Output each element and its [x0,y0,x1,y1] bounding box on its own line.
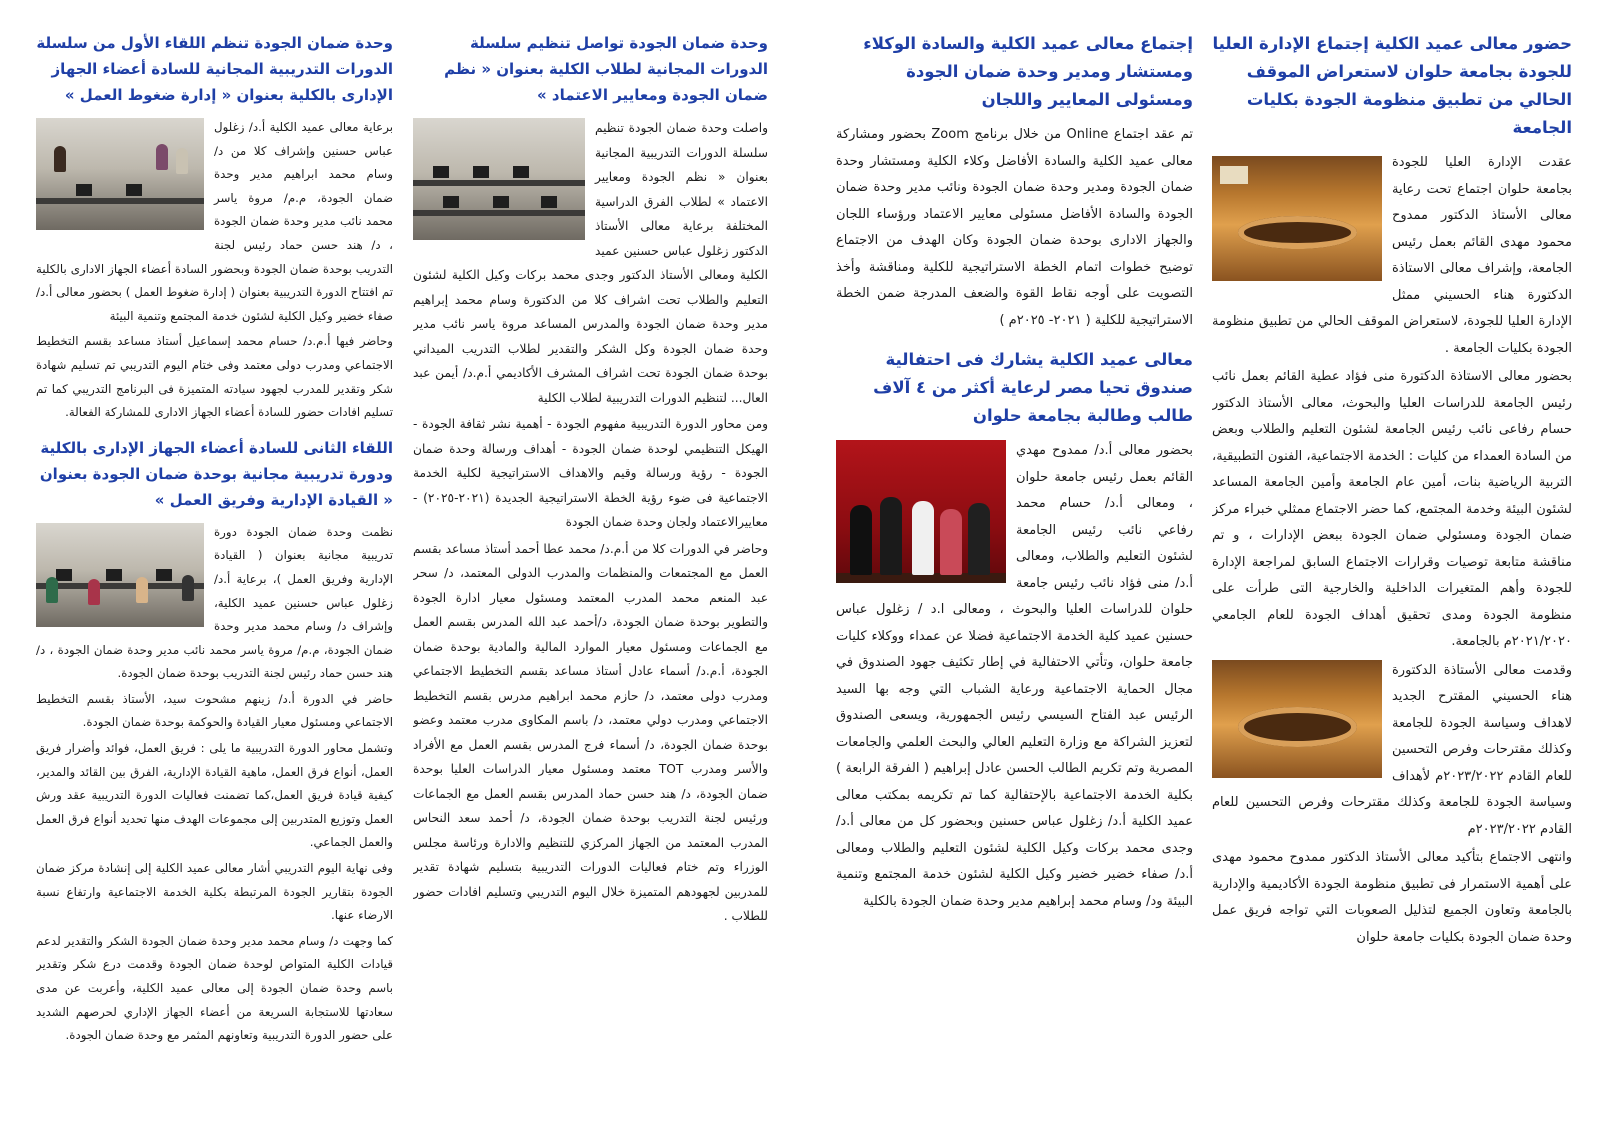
article-paragraph: تم عقد اجتماع Online من خلال برنامج Zoom بحضور ومشاركة معالى عميد الكلية والسادة الأفاضل وكلاء الكلية ومستشار وحدة ضمان الجودة ومدير وحدة ضمان الجودة ونائب مدير وحدة ضمان الجودة والسادة الأفاضل مسئولى معايير الاعتماد ورؤساء اللجان والجهاز الادارى بوحدة ضمان الجودة وكان الهدف من الاجتماع توضيح خطوات اتمام الخطة الاستراتيجية للكلية ومناقشة وأخذ التصويت على أوجه نقاط القوة والضعف المدرجة ضمن الخطة الاستراتيجية للكلية ( ٢٠٢١- ٢٠٢٥م ) [836,127,1193,328]
article-paragraph: برعاية معالى عميد الكلية أ.د/ زغلول عباس حسنين وإشراف كلا من د/ وسام محمد ابراهيم مدير وحدة ضمان الجودة، م.م/ مروة ياسر محمد نائب مدير وحدة ضمان الجودة ، د/ هند حسن حماد رئيس لجنة التدريب بوحدة ضمان الجودة وبحضور السادة أعضاء الجهاز الادارى بالكلية تم افتتاح الدورة التدريبية بعنوان ( إدارة ضغوط العمل ) بحضور معالى أ.د/ صفاء خضير وكيل الكلية لشئون خدمة المجتمع وتنمية البيئة [36,120,393,323]
article-title-second-meeting: اللقاء الثانى للسادة أعضاء الجهاز الإدارى بالكلية ودورة تدريبية مجانية بوحدة ضمان الجودة بعنوان « القيادة الإدارية وفريق العمل » [39,438,393,509]
article-paragraph: عقدت الإدارة العليا للجودة بجامعة حلوان اجتماع تحت رعاية معالى الأستاذ الدكتور ممدوح محمود مهدى القائم بعمل رئيس الجامعة، وإشراف معالى الاستاذة الدكتورة هناء الحسيني ممثل الإدارة العليا للجودة، لاستعراض الموقف الحالي من تطبيق منظومة الجودة بكليات الجامعة . [1212,155,1572,356]
article-title: حضور معالى عميد الكلية إجتماع الإدارة العليا للجودة بجامعة حلوان لاستعراض الموقف الحالي من تطبيق منظومة الجودة بكليات الجامعة [1212,34,1572,137]
article-admin-staff-courses [36,30,393,1113]
article-student-courses [413,30,768,1113]
article-title: وحدة ضمان الجودة تنظم اللقاء الأول من سلسلة الدورات التدريبية المجانية للسادة أعضاء الجهاز الإدارى بالكلية بعنوان « إدارة ضغوط العمل » [36,34,393,104]
training-photo-2 [36,523,204,627]
article-paragraph: وحاضر فيها أ.م.د/ حسام محمد إسماعيل أستاذ مساعد بقسم التخطيط الاجتماعي ومدرب دولى معتمد وفى ختام اليوم التدريبي تم تسليم شهادة شكر وتقدير للمدرب لجهود سيادته المتميزة فى البرنامج التدريبي كما تم تسليم افادات حضور للسادة أعضاء الجهاز الادارى للمشاركة الفعالة. [36,334,393,420]
article-dean-online-meeting [836,30,1193,1113]
training-photo [36,118,204,230]
article-paragraph: ومن محاور الدورة التدريبية مفهوم الجودة - أهمية نشر ثقافة الجودة - الهيكل التنظيمي لوحدة ضمان الجودة - أهداف ورسالة وحدة ضمان الجودة - رؤية ورسالة وقيم والاهداف الاستراتيجية لكلية الخدمة الاجتماعية فى ضوء رؤية الخطة الاستراتيجية الجديدة (٢٠٢١-٢٠٢٥) - معاييرالاعتماد ولجان وحدة ضمان الجودة [413,417,768,529]
ceremony-photo [836,440,1006,583]
article-title: وحدة ضمان الجودة تواصل تنظيم سلسلة الدورات المجانية لطلاب الكلية بعنوان « نظم ضمان الجودة ومعايير الاعتماد » [444,34,768,104]
article-paragraph: وفى نهاية اليوم التدريبي أشار معالى عميد الكلية إلى إنشادة مركز ضمان الجودة بتقارير الجودة المرتبطة بكلية الخدمة الاجتماعية وارتفاع نسبة الارضاء عنها. [36,861,393,923]
article-title: إجتماع معالى عميد الكلية والسادة الوكلاء ومستشار ومدير وحدة ضمان الجودة ومسئولى المعايير واللجان [863,34,1193,109]
article-paragraph: كما وجهت د/ وسام محمد مدير وحدة ضمان الجودة الشكر والتقدير لدعم قيادات الكلية المتواص لوحدة ضمان الجودة وقدمت درع شكر وتقدير باسم وحدة ضمان الجودة إلى معالى عميد الكلية، وأعربت عن مدى سعادتها للاستجابة السريعة من أعضاء الجهاز الإداري لحرصهم الشديد على حضور الدورة التدريبية وتعاونهم المثمر مع وحدة ضمان الجودة. [36,933,393,1043]
article-paragraph: نظمت وحدة ضمان الجودة دورة تدريبية مجانية بعنوان ( القيادة الإدارية وفريق العمل )، برعاية أ.د/ زغلول عباس حسنين عميد الكلية، وإشراف د/ وسام محمد مدير وحدة ضمان الجودة، م.م/ مروة ياسر محمد نائب مدير وحدة ضمان الجودة ، د/ هند حسن حماد رئيس لجنة التدريب بوحدة ضمان الجودة. [36,524,393,681]
article-paragraph: وانتهى الاجتماع بتأكيد معالى الأستاذ الدكتور ممدوح محمود مهدى على أهمية الاستمرار فى تطبيق منظومة الجودة الأكاديمية والإدارية بالجامعة وتعاون الجميع لتذليل الصعوبات التي تواجه فريق عمل وحدة ضمان الجودة بكليات جامعة حلوان [1212,850,1572,945]
article-paragraph: وحاضر في الدورات كلا من أ.م.د/ محمد عطا أحمد أستاذ مساعد بقسم العمل مع المجتمعات والمنظمات والمدرب الدولى المعتمد، د/ سحر عبد المنعم محمد المدرب المعتمد ومسئول معيار ادارة الجودة والتطوير بوحدة ضمان الجودة، د/أحمد عبد الله المدرس بقسم العمل مع الجماعات ومسئول معيار الموارد المالية والمادية بوحدة ضمان الجودة، أ.م.د/ أسماء عادل أستاذ مساعد بقسم التخطيط الاجتماعي ومدرب دولى معتمد، د/ حازم محمد ابراهيم مدرس بقسم التخطيط الاجتماعي ومدرب دولي معتمد، د/ باسم المكاوى مدرب معتمد وعضو بوحدة ضمان الجودة، د/ أسماء فرج المدرس بقسم العمل مع الأفراد والأسر ومدرب TOT معتمد ومسئول معيار الدراسات العليا بوحدة ضمان الجودة، د/ هند حسن حماد المدرس بقسم العمل مع الجماعات ورئيس لجنة التدريب بوحدة ضمان الجودة، د/ أحمد سعد النحاس المدرب المعتمد من الجهاز المركزي للتنظيم والادارة ورئاسة مجلس الوزراء وتم ختام فعاليات الدورات التدريبية بتسليم شهادة تقدير للمدربين لجهودهم المتميزة خلال اليوم التدريبي وتسليم افادات حضور للطلاب . [413,541,768,923]
article-paragraph: وتشمل محاور الدورة التدريبية ما يلى : فريق العمل، فوائد وأضرار فريق العمل، أنواع فرق العمل، ماهية القيادة الإدارية، الفرق بين القائد والمدير، كيفية قيادة فريق العمل،كما تضمنت فعاليات الدورة التدريبية عقد ورش العمل وتوزيع المتدربين إلى مجموعات الهدف منها تحديد أنواع فرق العمل والعمل الجماعي. [36,741,393,850]
computer-lab-photo [413,118,585,240]
article-top-management-meeting [1212,30,1572,1113]
meeting-photo-2 [1212,660,1382,778]
article-paragraph: بحضور معالى الاستاذة الدكتورة منى فؤاد عطية القائم بعمل نائب رئيس الجامعة للدراسات العليا والبحوث، معالى الأستاذ الدكتور حسام رفاعى نائب رئيس الجامعة لشئون التعليم والطلاب وبعض من السادة العمداء من كليات : الخدمة الاجتماعية، الفنون التطبيقية، التربية الرياضية بنات، أمين عام الجامعة وأمين الجامعة المساعد لشئون البيئة وخدمة المجتمع، كما حضر الاجتماع ممثلي خبراء مركز ضمان الجودة ومسئولي ضمان الجودة ببعض الإدارات ، و تم مناقشة متابعة توصيات وقرارات الاجتماع السابق لمراجعة الإدارة للجودة وأهم المتغيرات الداخلية والخارجية التى طرأت على منظومة الجودة ومدى تحقيق أهداف الجودة للعام الجامعي ٢٠٢١/٢٠٢٠م بالجامعة. [1212,369,1572,649]
article-title-tahya-misr: معالى عميد الكلية يشارك فى احتفالية صندوق تحيا مصر لرعاية أكثر من ٤ آلاف طالب وطالبة بجامعة حلوان [873,350,1193,425]
article-paragraph: وقدمت معالى الأستاذة الدكتورة هناء الحسيني المقترح الجديد لاهداف وسياسة الجودة للجامعة وكذلك مقترحات وفرص التحسين للعام القادم ٢٠٢٣/٢٠٢٢م لأهداف وسياسة الجودة للجامعة وكذلك مقترحات وفرص التحسين للعام القادم ٢٠٢٣/٢٠٢٢م [1212,662,1572,837]
meeting-photo [1212,156,1382,281]
article-paragraph: واصلت وحدة ضمان الجودة تنظيم سلسلة الدورات التدريبية المجانية بعنوان « نظم الجودة ومعايير الاعتماد » لطلاب الفرق الدراسية المختلفة برعاية معالى الأستاذ الدكتور زغلول عباس حسنين عميد الكلية ومعالى الأستاذ الدكتور وجدى محمد بركات وكيل الكلية لشئون التعليم والطلاب تحت اشراف كلا من الدكتورة وسام محمد إبراهيم مدير وحدة ضمان الجودة والمدرس المساعد مروة ياسر نائب مدير وحدة ضمان الجودة وكل الشكر والتقدير لطلاب التدريب الميداني بوحدة ضمان الجودة تحت اشراف المشرف الأكاديمي أ.م.د/ أيمن عبد العال... لتنظيم الدورات التدريبية لطلاب الكلية [413,121,768,405]
article-paragraph: حاضر في الدورة أ.د/ زينهم مشحوت سيد، الأستاذ بقسم التخطيط الاجتماعي ومسئول معيار القيادة والحوكمة بوحدة ضمان الجودة. [36,691,393,730]
article-paragraph: بحضور معالى أ.د/ ممدوح مهدي القائم بعمل رئيس جامعة حلوان ، ومعالى أ.د/ حسام محمد رفاعي نائب رئيس الجامعة لشئون التعليم والطلاب، ومعالى أ.د/ منى فؤاد نائب رئيس جامعة حلوان للدراسات العليا والبحوث ، ومعالى ا.د / زغلول عباس حسنين عميد كلية الخدمة الاجتماعية فضلا عن عمداء ووكلاء كليات جامعة حلوان، وتأتي الاحتفالية في إطار تكثيف جهود الصندوق في مجال الحماية الاجتماعية ورعاية الشباب التي وجه بها السيد الرئيس عبد الفتاح السيسي رئيس الجمهورية، ويسعى الصندوق لتعزيز الشراكة مع وزارة التعليم العالي والبحث العلمي والجامعات المصرية وتم تكريم الطالب الحسن عادل إبراهيم ( الفرقة الرابعة ) بكلية الخدمة الاجتماعية بالإحتفالية كما تم تكريمه بمكتب معالى عميد الكلية أ.د/ زغلول عباس حسنين وبحضور كل من معالى أ.د/ وجدى محمد بركات وكيل الكلية لشئون التعليم والطلاب ومعالى أ.د/ صفاء خضير خضير وكيل الكلية لشئون خدمة المجتمع وتنمية البيئة ود/ وسام محمد إبراهيم مدير وحدة ضمان الجودة بالكلية [836,443,1193,909]
